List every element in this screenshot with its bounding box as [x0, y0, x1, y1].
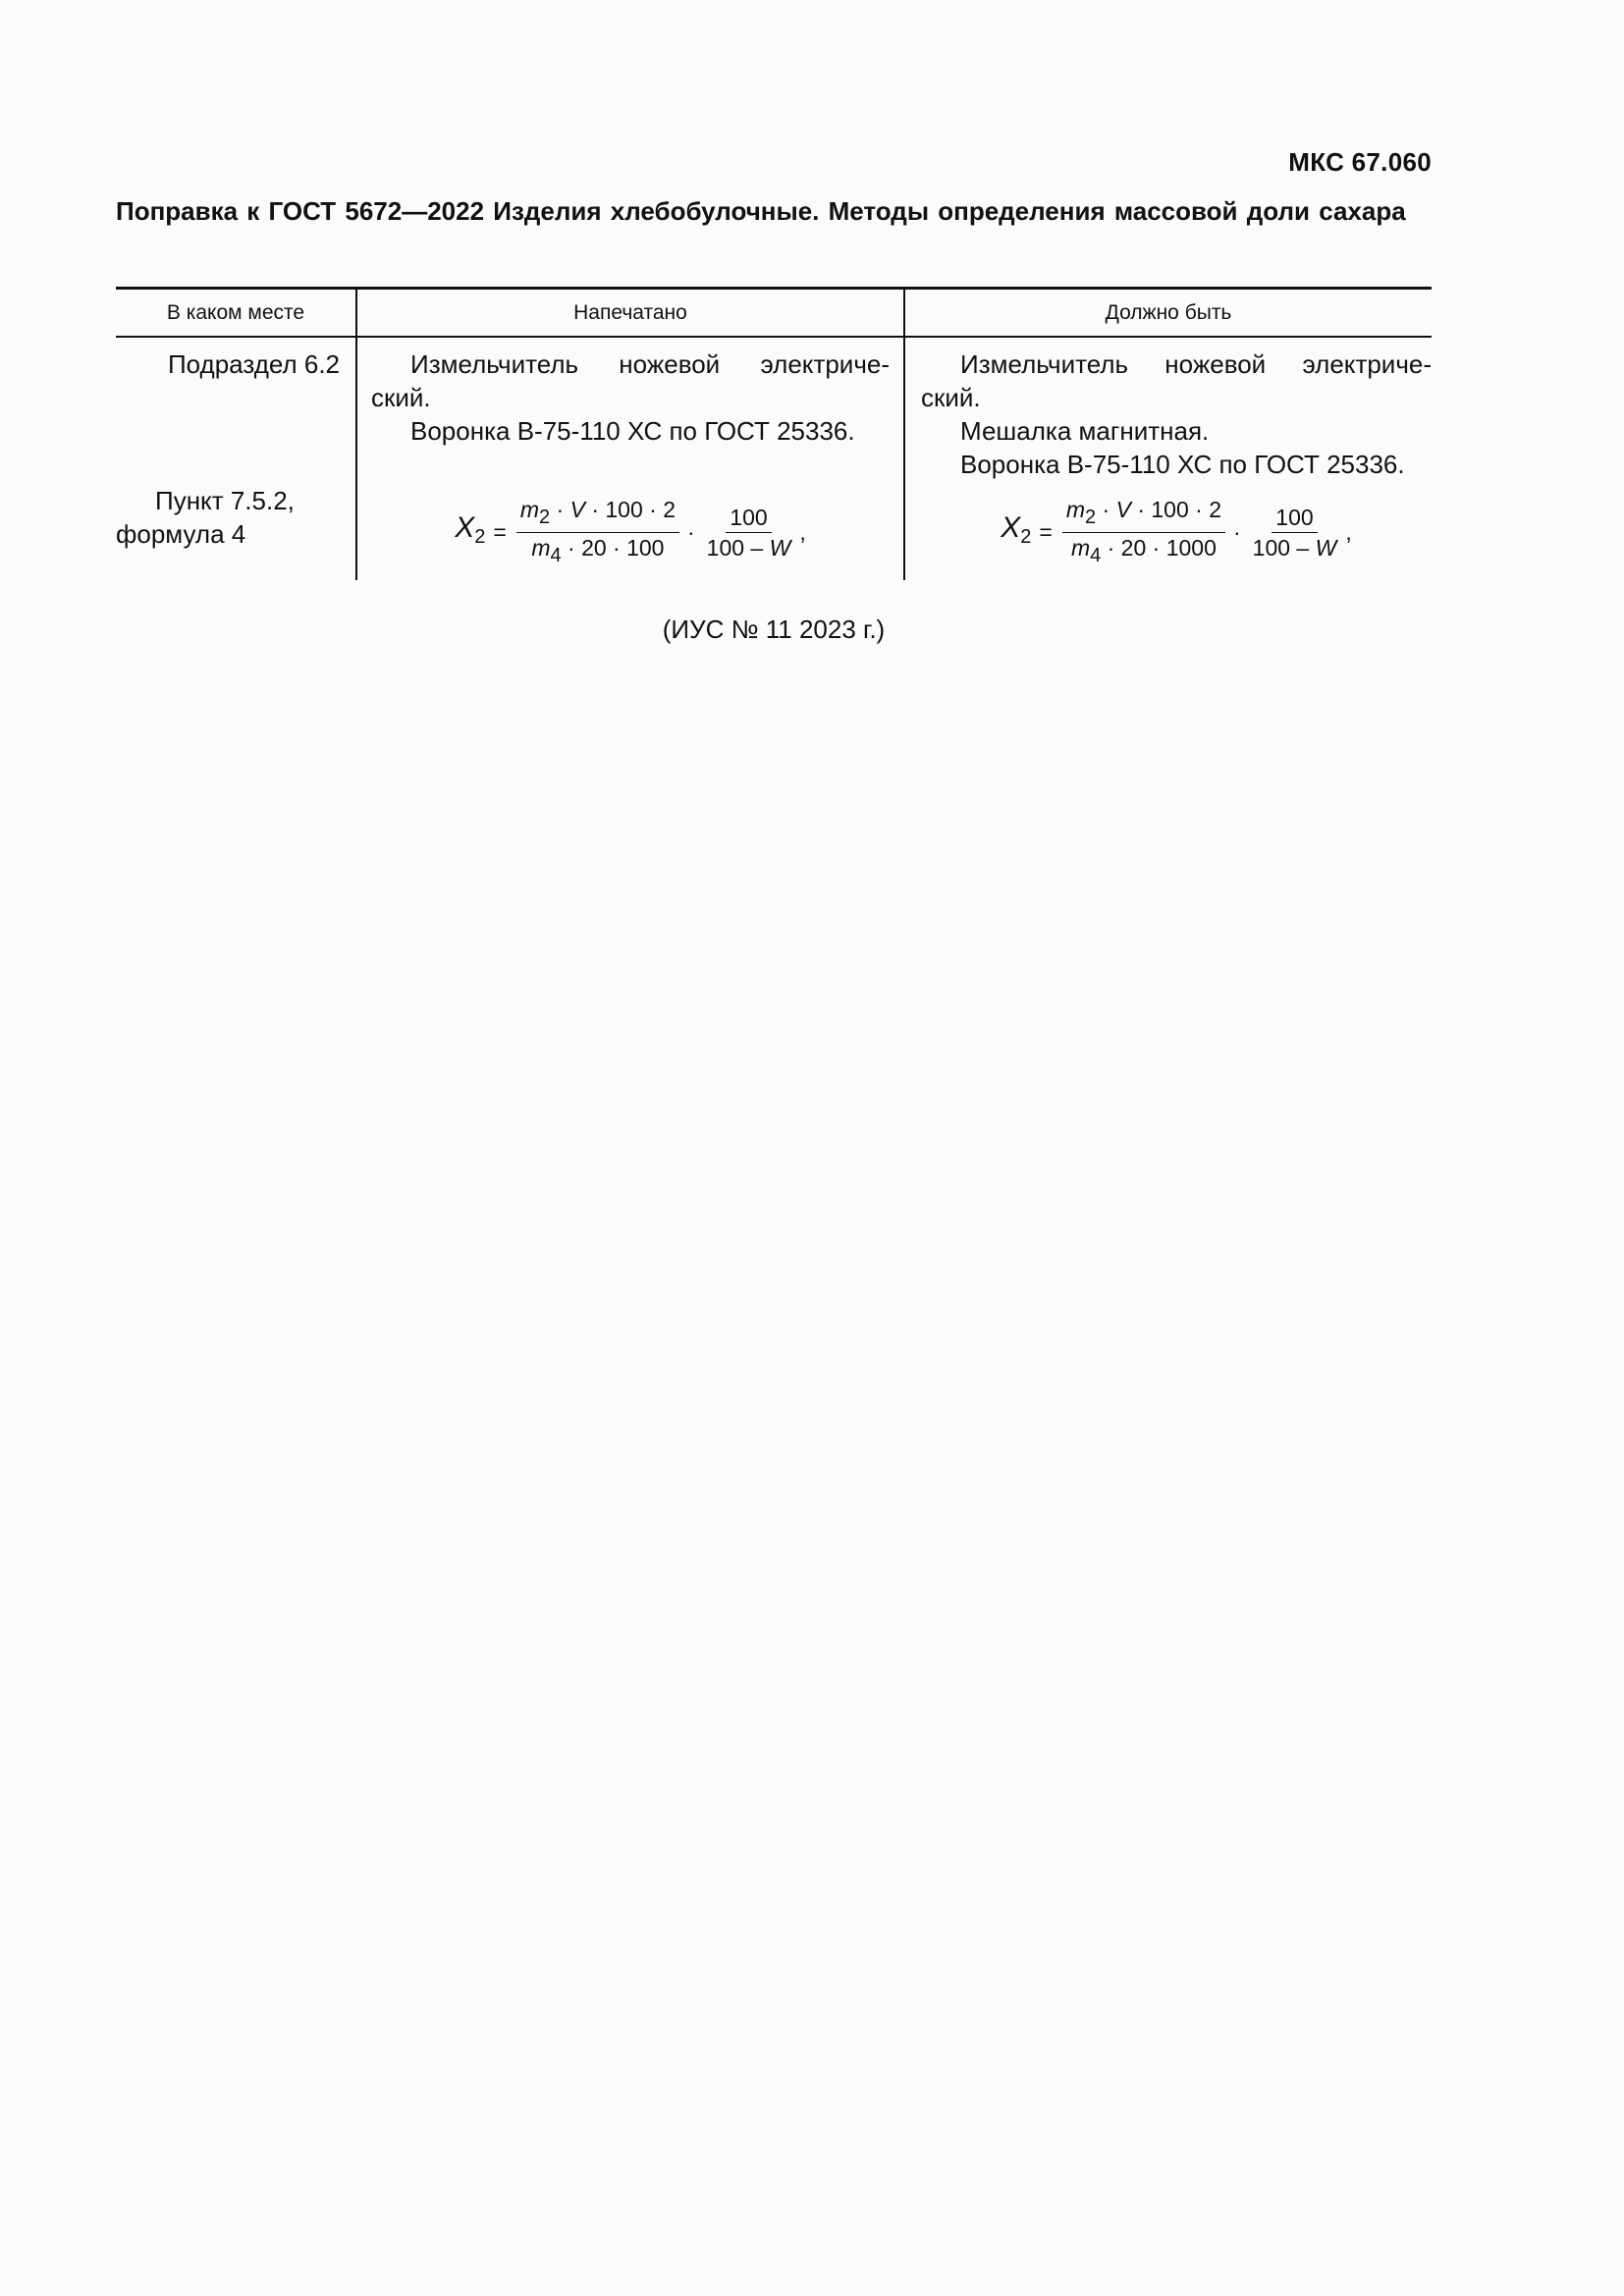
classification-code: МКС 67.060 — [1288, 147, 1432, 177]
should-be-line: Воронка В-75-110 ХС по ГОСТ 25336. — [960, 450, 1405, 479]
place-text: формула 4 — [116, 519, 246, 549]
formula-lhs: $X_2$ — [455, 510, 486, 548]
printed-line: Измельчитель ножевой электриче- — [410, 349, 890, 379]
formula-fraction — [1062, 495, 1225, 570]
formula-lhs: $X_2$ — [1001, 510, 1032, 548]
should-be-line: ский. — [921, 383, 981, 412]
printed-cell — [355, 484, 903, 580]
fraction-numerator: 100 — [726, 503, 771, 533]
formula-comma: , — [1345, 519, 1352, 545]
formula-fraction — [703, 503, 795, 562]
fraction-denominator: 100 – W — [706, 534, 791, 561]
header-should-be: Должно быть — [903, 290, 1432, 336]
fraction-numerator: $m_2 \cdot V \cdot 100 \cdot 2$ — [1062, 495, 1225, 533]
formula-multiply: · — [1232, 519, 1241, 545]
formula-fraction — [516, 495, 679, 570]
fraction-denominator: 100 – W — [1252, 534, 1337, 561]
printed-line: Воронка В-75-110 ХС по ГОСТ 25336. — [410, 416, 855, 446]
printed-formula — [371, 484, 890, 580]
table-row — [116, 484, 1432, 580]
table-body — [116, 338, 1432, 580]
printed-line: ский. — [371, 383, 431, 412]
footer-note: (ИУС № 11 2023 г.) — [662, 614, 886, 644]
should-be-cell — [903, 484, 1432, 580]
formula-equals: = — [493, 519, 507, 545]
should-be-cell — [903, 338, 1432, 484]
fraction-numerator: 100 — [1272, 503, 1317, 533]
should-be-line: Измельчитель ножевой электриче- — [960, 349, 1432, 379]
table-row — [116, 338, 1432, 484]
formula-multiply: · — [686, 519, 695, 545]
place-cell — [116, 338, 355, 484]
should-be-formula — [921, 484, 1432, 580]
should-be-line: Мешалка магнитная. — [960, 416, 1210, 446]
table-header — [116, 290, 1432, 338]
fraction-denominator: $m_4 \cdot 20 \cdot 100$ — [531, 534, 665, 566]
formula-comma: , — [799, 519, 806, 545]
header-printed: Напечатано — [355, 290, 903, 336]
formula-fraction — [1249, 503, 1341, 562]
header-place: В каком месте — [166, 300, 305, 324]
amendment-table — [116, 287, 1432, 580]
place-cell — [116, 484, 355, 580]
document-title: Поправка к ГОСТ 5672—2022 Изделия хлебобулочные. Методы определения массовой доли сахара — [116, 196, 1406, 226]
place-text: Подраздел 6.2 — [167, 349, 340, 379]
formula-equals: = — [1039, 519, 1053, 545]
printed-cell — [355, 338, 903, 484]
fraction-numerator: $m_2 \cdot V \cdot 100 \cdot 2$ — [516, 495, 679, 533]
place-text: Пункт 7.5.2, — [155, 486, 295, 515]
fraction-denominator: $m_4 \cdot 20 \cdot 1000$ — [1070, 534, 1217, 566]
